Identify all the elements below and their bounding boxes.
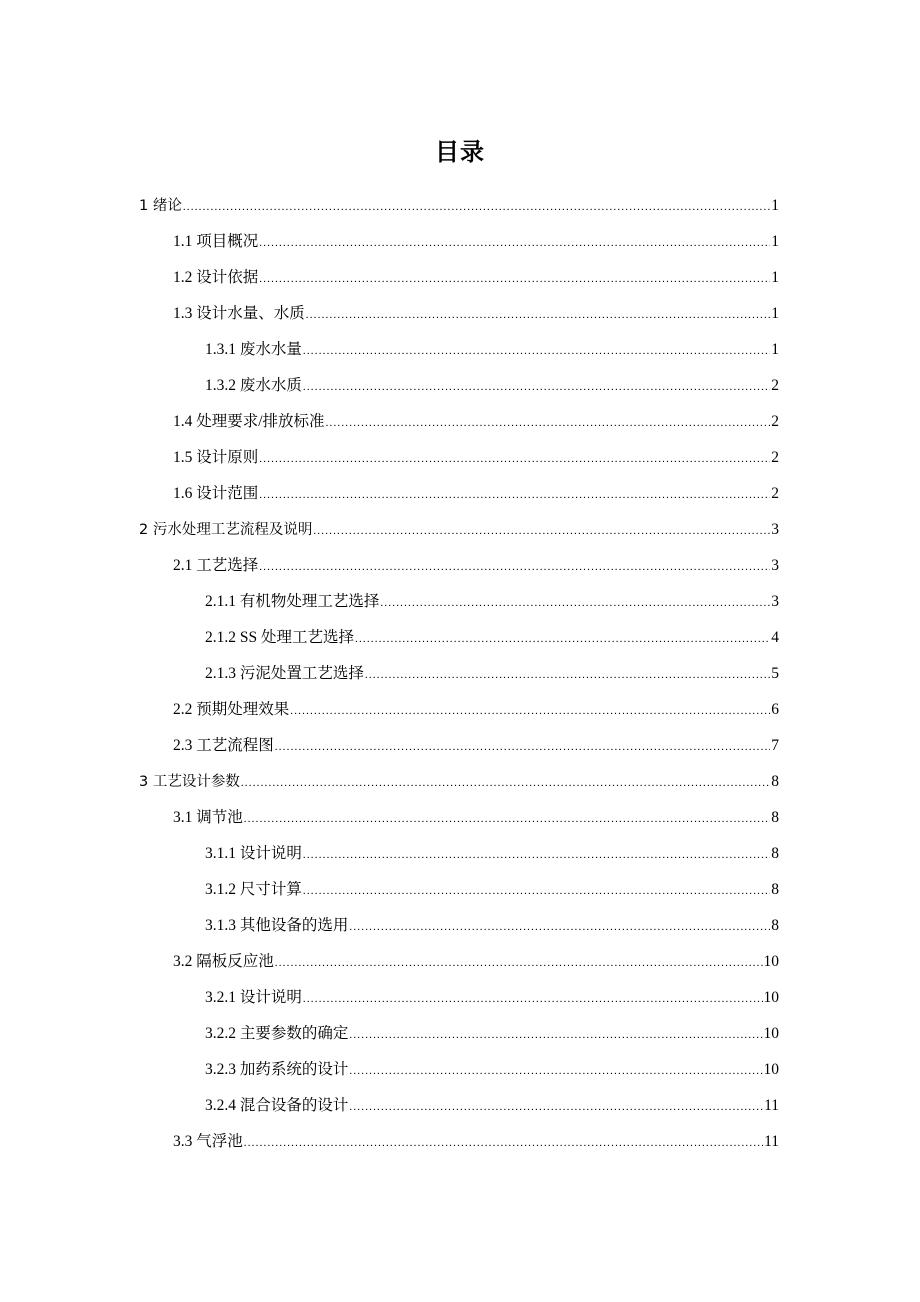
toc-entry-2-1-3[interactable] <box>205 656 779 692</box>
toc-page-number: 5 <box>771 665 779 682</box>
toc-dot-leader <box>303 369 770 405</box>
toc-entry-3-2-4[interactable] <box>205 1088 779 1124</box>
toc-entry-label: 2.1.3 污泥处置工艺选择 <box>205 665 364 682</box>
toc-dot-leader <box>355 621 770 657</box>
toc-page-number: 3 <box>771 521 779 538</box>
toc-entry-1-6[interactable] <box>173 476 779 512</box>
toc-entry-label: 3.3 气浮池 <box>173 1133 243 1150</box>
toc-page-number: 8 <box>771 917 779 934</box>
toc-dot-leader <box>349 1053 762 1089</box>
toc-entry-1-1[interactable] <box>173 224 779 260</box>
toc-page-number: 1 <box>771 305 779 322</box>
toc-page-number: 1 <box>771 341 779 358</box>
toc-entry-2-2[interactable] <box>173 692 779 728</box>
toc-entry-label: 1.1 项目概况 <box>173 233 259 250</box>
toc-page-number: 11 <box>764 1097 779 1114</box>
toc-entry-label: 1.4 处理要求/排放标准 <box>173 413 325 430</box>
toc-entry-3-1-1[interactable] <box>205 836 779 872</box>
toc-entry-label: 3.2.2 主要参数的确定 <box>205 1025 349 1042</box>
toc-dot-leader <box>244 1125 763 1161</box>
toc-entry-1-3-2[interactable] <box>205 368 779 404</box>
toc-entry-label: 2.1.1 有机物处理工艺选择 <box>205 593 380 610</box>
toc-entry-label: 3 工艺设计参数 <box>139 774 240 790</box>
toc-dot-leader <box>303 873 770 909</box>
toc-entry-label: 2.1 工艺选择 <box>173 557 259 574</box>
toc-dot-leader <box>244 801 770 837</box>
toc-dot-leader <box>349 1017 762 1053</box>
toc-entry-3-1-2[interactable] <box>205 872 779 908</box>
toc-entry-1-3[interactable] <box>173 296 779 332</box>
toc-entry-2-1[interactable] <box>173 548 779 584</box>
toc-dot-leader <box>259 261 770 297</box>
toc-page-number: 7 <box>771 737 779 754</box>
toc-entry-label: 3.1.3 其他设备的选用 <box>205 917 349 934</box>
toc-entry-2[interactable] <box>139 512 779 548</box>
toc-entry-label: 2.3 工艺流程图 <box>173 737 274 754</box>
toc-page-number: 1 <box>771 269 779 286</box>
toc-entry-3-2[interactable] <box>173 944 779 980</box>
toc-entry-1-4[interactable] <box>173 404 779 440</box>
toc-entry-label: 1.6 设计范围 <box>173 485 259 502</box>
toc-entry-1-5[interactable] <box>173 440 779 476</box>
toc-page-number: 1 <box>771 197 779 214</box>
toc-entry-label: 3.2.4 混合设备的设计 <box>205 1097 349 1114</box>
toc-dot-leader <box>349 1089 763 1125</box>
toc-entry-3-1[interactable] <box>173 800 779 836</box>
toc-dot-leader <box>365 657 770 693</box>
toc-page-number: 10 <box>763 1025 779 1042</box>
toc-entry-label: 1.3.2 废水水质 <box>205 377 302 394</box>
toc-page-number: 11 <box>764 1133 779 1150</box>
toc-dot-leader <box>259 441 770 477</box>
toc-page-number: 2 <box>771 485 779 502</box>
toc-entry-label: 1.2 设计依据 <box>173 269 259 286</box>
toc-dot-leader <box>259 549 770 585</box>
toc-entry-label: 1.5 设计原则 <box>173 449 259 466</box>
toc-entry-label: 3.1 调节池 <box>173 809 243 826</box>
toc-entry-label: 3.2 隔板反应池 <box>173 953 274 970</box>
toc-entry-label: 3.2.1 设计说明 <box>205 989 302 1006</box>
toc-page-number: 3 <box>771 593 779 610</box>
toc-entry-2-1-1[interactable] <box>205 584 779 620</box>
toc-entry-label: 2.2 预期处理效果 <box>173 701 290 718</box>
toc-dot-leader <box>313 513 770 549</box>
toc-page-number: 8 <box>771 881 779 898</box>
toc-entry-label: 3.1.2 尺寸计算 <box>205 881 302 898</box>
toc-entry-3-2-2[interactable] <box>205 1016 779 1052</box>
toc-page-number: 4 <box>771 629 779 646</box>
toc-dot-leader <box>259 225 770 261</box>
toc-entry-label: 2 污水处理工艺流程及说明 <box>139 522 313 538</box>
toc-entry-label: 3.2.3 加药系统的设计 <box>205 1061 349 1078</box>
toc-page-number: 10 <box>763 953 779 970</box>
toc-dot-leader <box>306 297 770 333</box>
toc-entry-3-2-1[interactable] <box>205 980 779 1016</box>
toc-entry-label: 2.1.2 SS 处理工艺选择 <box>205 629 354 646</box>
toc-dot-leader <box>349 909 770 945</box>
toc-page-number: 10 <box>763 989 779 1006</box>
toc-entry-label: 1.3.1 废水水量 <box>205 341 302 358</box>
toc-page-number: 8 <box>771 773 779 790</box>
toc-entry-label: 1.3 设计水量、水质 <box>173 305 305 322</box>
toc-entry-2-3[interactable] <box>173 728 779 764</box>
toc-entry-3-3[interactable] <box>173 1124 779 1160</box>
toc-dot-leader <box>290 693 770 729</box>
toc-page-number: 1 <box>771 233 779 250</box>
toc-page-number: 8 <box>771 809 779 826</box>
toc-dot-leader <box>259 477 770 513</box>
toc-page-number: 6 <box>771 701 779 718</box>
toc-entry-1-2[interactable] <box>173 260 779 296</box>
toc-page-number: 8 <box>771 845 779 862</box>
toc-dot-leader <box>275 945 763 981</box>
toc-dot-leader <box>275 729 770 765</box>
toc-entry-2-1-2[interactable] <box>205 620 779 656</box>
toc-dot-leader <box>241 765 770 801</box>
toc-entry-1[interactable] <box>139 188 779 224</box>
toc-dot-leader <box>183 189 770 225</box>
toc-entry-3[interactable] <box>139 764 779 800</box>
toc-entry-3-1-3[interactable] <box>205 908 779 944</box>
toc-dot-leader <box>303 981 763 1017</box>
toc-page-number: 10 <box>763 1061 779 1078</box>
toc-page-number: 3 <box>771 557 779 574</box>
toc-page-number: 2 <box>771 377 779 394</box>
toc-entry-label: 3.1.1 设计说明 <box>205 845 302 862</box>
toc-page-number: 2 <box>771 413 779 430</box>
toc-dot-leader <box>326 405 771 441</box>
toc-dot-leader <box>380 585 770 621</box>
toc-entry-1-3-1[interactable] <box>205 332 779 368</box>
toc-dot-leader <box>303 333 770 369</box>
toc-dot-leader <box>303 837 770 873</box>
page-title: 目录 <box>435 138 485 167</box>
toc-page-number: 2 <box>771 449 779 466</box>
toc-entry-label: 1 绪论 <box>139 198 182 214</box>
toc-entry-3-2-3[interactable] <box>205 1052 779 1088</box>
